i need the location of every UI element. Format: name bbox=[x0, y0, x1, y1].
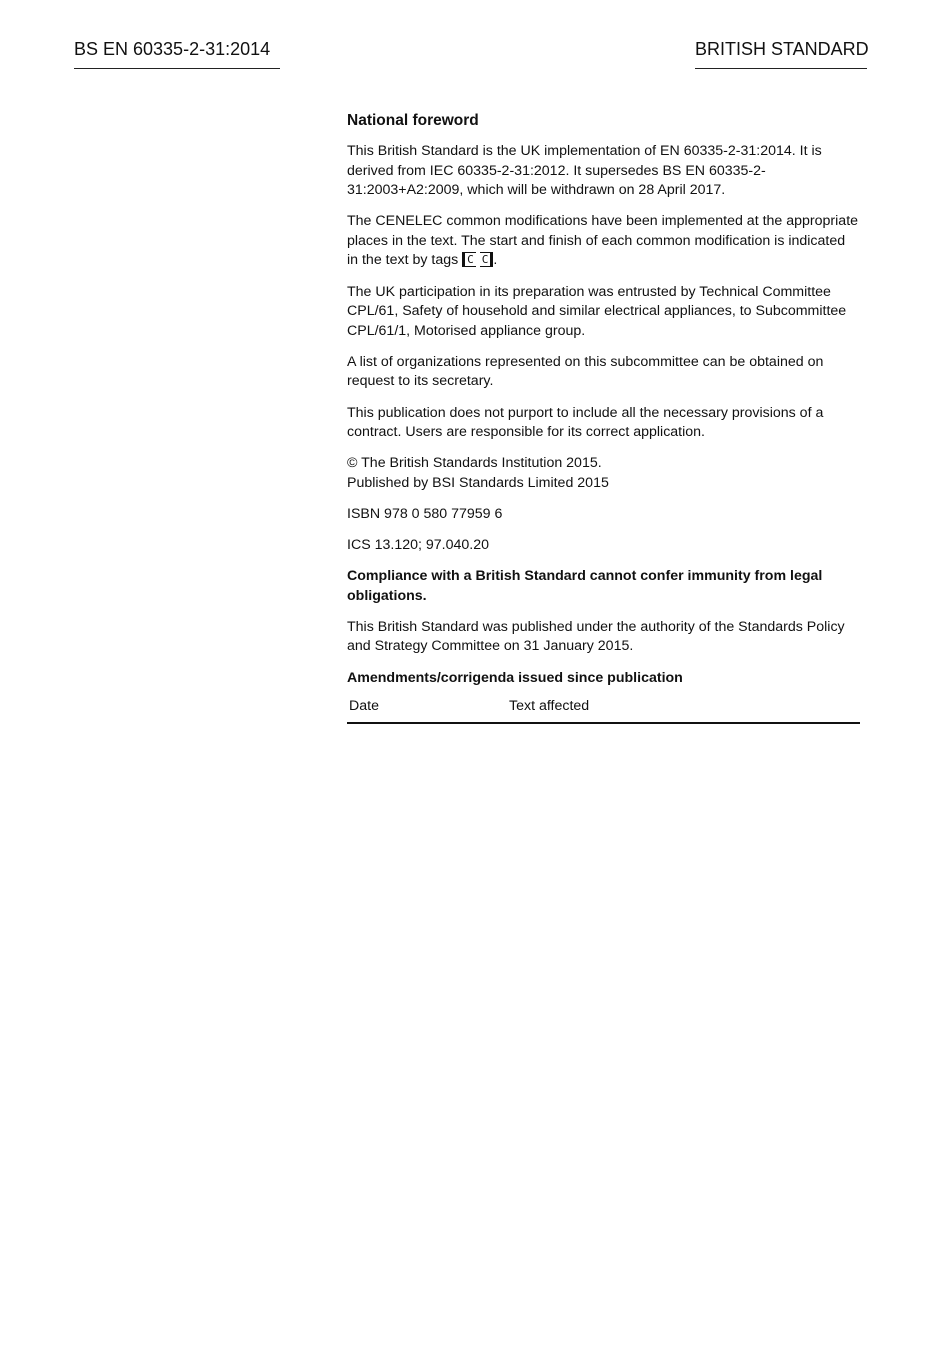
compliance-statement: Compliance with a British Standard cannot confer immunity from legal obligations. bbox=[347, 568, 823, 604]
cenelec-modifications-paragraph bbox=[347, 212, 860, 271]
national-foreword-section bbox=[347, 111, 860, 724]
document-number: BS EN 60335-2-31:2014 bbox=[74, 37, 280, 69]
cenelec-text: The CENELEC common modifications have been implemented at the appropriate places in the text. The start and finish of each common modification is indicated in the text by tags bbox=[347, 213, 859, 269]
amendments-col-text: Text affected bbox=[509, 698, 590, 715]
organizations-paragraph: A list of organizations represented on this subcommittee can be obtained on request to its secretary. bbox=[347, 353, 824, 390]
implementation-paragraph: This British Standard is the UK implementation of EN 60335-2-31:2014. It is derived from IEC 60335-2-31:2012. It supersedes BS EN 60335-2-31:2003+A2:2009, which will be withdrawn on 28 April 2017. bbox=[347, 143, 822, 199]
end-tag-icon: C bbox=[480, 252, 494, 267]
isbn: ISBN 978 0 580 77959 6 bbox=[347, 505, 503, 522]
committee-paragraph: The UK participation in its preparation was entrusted by Technical Committee CPL/61, Safety of household and similar electrical appliances, to Subcommittee CPL/61/1, Motorised appliance group. bbox=[347, 283, 847, 339]
section-title: National foreword bbox=[347, 112, 479, 129]
amendments-table bbox=[347, 696, 860, 724]
amendments-title: Amendments/corrigenda issued since publication bbox=[347, 670, 683, 687]
authority-paragraph: This British Standard was published under the authority of the Standards Policy and Strategy Committee on 31 January 2015. bbox=[347, 618, 845, 655]
cenelec-text-end: . bbox=[493, 252, 498, 269]
copyright-block bbox=[347, 454, 860, 493]
published-line: Published by BSI Standards Limited 2015 bbox=[347, 474, 609, 491]
amendments-col-date: Date bbox=[349, 698, 379, 715]
ics: ICS 13.120; 97.040.20 bbox=[347, 537, 489, 553]
copyright-line: © The British Standards Institution 2015. bbox=[347, 455, 602, 472]
provisions-paragraph: This publication does not purport to include all the necessary provisions of a contract. Users are responsible for its correct application. bbox=[347, 404, 824, 441]
start-tag-icon: C bbox=[462, 252, 476, 267]
document-type: BRITISH STANDARD bbox=[695, 37, 867, 69]
